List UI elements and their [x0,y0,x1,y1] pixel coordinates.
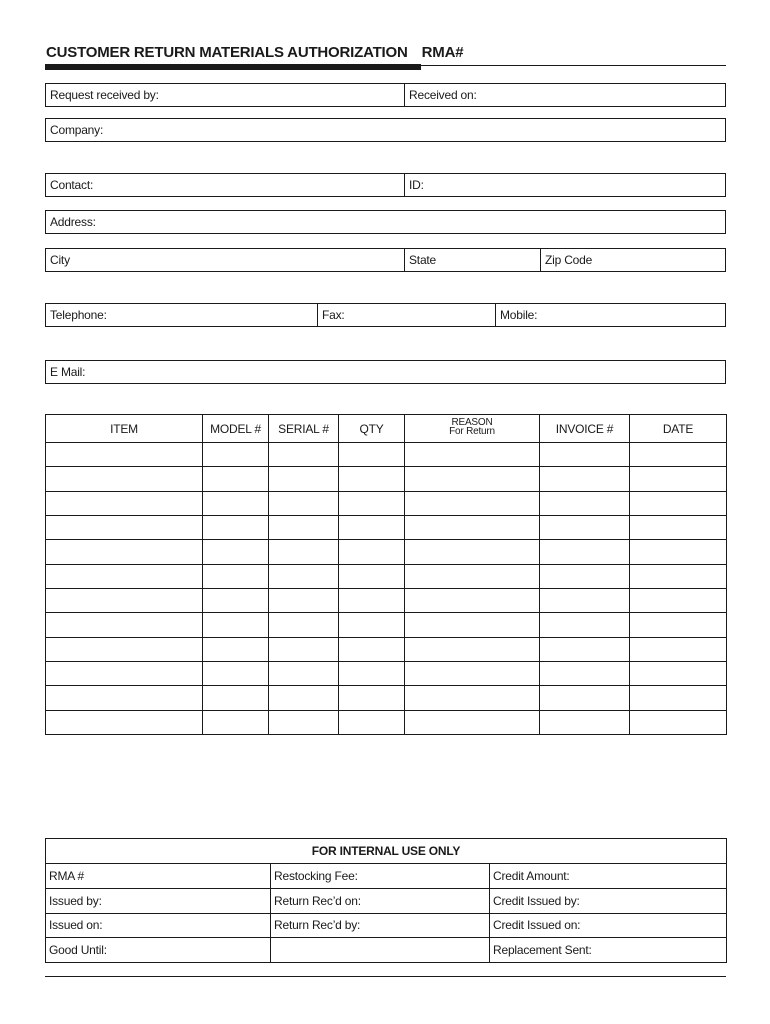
divider [495,304,496,326]
cell-reason[interactable] [405,588,540,612]
cell-reason[interactable] [405,540,540,564]
cell-model[interactable] [203,443,269,467]
cell-reason[interactable] [405,515,540,539]
internal-field[interactable] [271,938,490,963]
table-row [46,710,727,734]
cell-date[interactable] [630,710,727,734]
internal-field[interactable]: Credit Amount: [490,864,727,889]
divider [404,174,405,196]
cell-date[interactable] [630,491,727,515]
cell-reason[interactable] [405,613,540,637]
column-header-invoice: INVOICE # [540,415,630,443]
cell-serial[interactable] [269,686,339,710]
id-field[interactable]: ID: [409,178,424,192]
internal-row [46,913,727,938]
cell-serial[interactable] [269,540,339,564]
cell-item[interactable] [46,613,203,637]
cell-date[interactable] [630,588,727,612]
cell-qty[interactable] [339,637,405,661]
cell-item[interactable] [46,637,203,661]
table-row [46,467,727,491]
cell-serial[interactable] [269,443,339,467]
cell-invoice[interactable] [540,710,630,734]
title-underline-thin [421,65,726,66]
received-on-field[interactable]: Received on: [409,88,477,102]
form-title-text: CUSTOMER RETURN MATERIALS AUTHORIZATION [46,44,408,61]
cell-serial[interactable] [269,613,339,637]
column-header-model: MODEL # [203,415,269,443]
city-row [45,248,726,272]
cell-date[interactable] [630,661,727,685]
cell-reason[interactable] [405,467,540,491]
cell-model[interactable] [203,540,269,564]
internal-use-title: FOR INTERNAL USE ONLY [46,839,727,864]
column-header-item: ITEM [46,415,203,443]
cell-reason[interactable] [405,491,540,515]
cell-invoice[interactable] [540,686,630,710]
cell-qty[interactable] [339,564,405,588]
zip-code-field[interactable]: Zip Code [545,253,593,267]
cell-invoice[interactable] [540,467,630,491]
items-table-body [46,443,727,735]
internal-field[interactable]: Credit Issued by: [490,888,727,913]
company-field[interactable]: Company: [50,123,104,137]
address-row [45,210,726,234]
internal-field[interactable]: Replacement Sent: [490,938,727,963]
cell-invoice[interactable] [540,637,630,661]
address-field[interactable]: Address: [50,215,96,229]
cell-reason[interactable] [405,686,540,710]
column-header-qty: QTY [339,415,405,443]
table-row [46,686,727,710]
cell-item[interactable] [46,686,203,710]
cell-item[interactable] [46,661,203,685]
cell-serial[interactable] [269,467,339,491]
internal-row [46,864,727,889]
state-field[interactable]: State [409,253,437,267]
divider [540,249,541,271]
internal-use-table [45,838,727,963]
reason-line-2: For Return [449,426,495,437]
cell-model[interactable] [203,686,269,710]
reason-line-1: REASON [451,417,493,428]
cell-model[interactable] [203,613,269,637]
cell-model[interactable] [203,491,269,515]
mobile-field[interactable]: Mobile: [500,308,538,322]
title-underline-thick [45,64,421,70]
cell-invoice[interactable] [540,661,630,685]
cell-model[interactable] [203,710,269,734]
cell-qty[interactable] [339,515,405,539]
cell-qty[interactable] [339,491,405,515]
bottom-rule [45,976,726,977]
cell-invoice[interactable] [540,564,630,588]
divider [317,304,318,326]
cell-serial[interactable] [269,710,339,734]
column-header-reason [405,415,540,443]
table-row [46,564,727,588]
cell-invoice[interactable] [540,613,630,637]
return-items-table [45,414,727,735]
table-row [46,515,727,539]
cell-model[interactable] [203,637,269,661]
internal-field[interactable]: Good Until: [46,938,271,963]
cell-serial[interactable] [269,637,339,661]
cell-date[interactable] [630,467,727,491]
cell-qty[interactable] [339,443,405,467]
internal-header-row [46,839,727,864]
cell-serial[interactable] [269,491,339,515]
internal-field[interactable]: Return Rec’d on: [271,888,490,913]
cell-item[interactable] [46,467,203,491]
table-row [46,540,727,564]
cell-date[interactable] [630,443,727,467]
cell-invoice[interactable] [540,491,630,515]
table-row [46,613,727,637]
divider [404,249,405,271]
cell-serial[interactable] [269,564,339,588]
cell-date[interactable] [630,637,727,661]
internal-field[interactable]: Return Rec’d by: [271,913,490,938]
cell-reason[interactable] [405,564,540,588]
cell-reason[interactable] [405,443,540,467]
phone-row [45,303,726,327]
table-row [46,588,727,612]
internal-field[interactable]: Issued on: [46,913,271,938]
column-header-date: DATE [630,415,727,443]
cell-model[interactable] [203,515,269,539]
city-field[interactable]: City [50,253,70,267]
internal-field[interactable]: Credit Issued on: [490,913,727,938]
cell-reason[interactable] [405,710,540,734]
cell-date[interactable] [630,564,727,588]
cell-item[interactable] [46,588,203,612]
cell-item[interactable] [46,540,203,564]
table-row [46,637,727,661]
cell-item[interactable] [46,515,203,539]
cell-serial[interactable] [269,515,339,539]
table-row [46,661,727,685]
cell-model[interactable] [203,661,269,685]
cell-date[interactable] [630,613,727,637]
table-row [46,443,727,467]
email-row [45,360,726,384]
column-header-serial: SERIAL # [269,415,339,443]
cell-qty[interactable] [339,540,405,564]
cell-invoice[interactable] [540,443,630,467]
cell-qty[interactable] [339,613,405,637]
email-field[interactable]: E Mail: [50,365,86,379]
rma-number-label: RMA# [421,44,464,61]
cell-qty[interactable] [339,588,405,612]
table-header-row [46,415,727,443]
cell-item[interactable] [46,710,203,734]
request-received-by-field[interactable]: Request received by: [50,88,159,102]
contact-row [45,173,726,197]
internal-table-body [46,864,727,963]
cell-invoice[interactable] [540,588,630,612]
internal-field[interactable]: RMA # [46,864,271,889]
request-row [45,83,726,107]
cell-model[interactable] [203,564,269,588]
cell-reason[interactable] [405,637,540,661]
cell-reason[interactable] [405,661,540,685]
cell-model[interactable] [203,588,269,612]
cell-model[interactable] [203,467,269,491]
cell-serial[interactable] [269,588,339,612]
cell-qty[interactable] [339,686,405,710]
cell-date[interactable] [630,515,727,539]
telephone-field[interactable]: Telephone: [50,308,107,322]
cell-qty[interactable] [339,467,405,491]
cell-invoice[interactable] [540,540,630,564]
cell-date[interactable] [630,540,727,564]
internal-field[interactable]: Issued by: [46,888,271,913]
cell-serial[interactable] [269,661,339,685]
form-title [46,44,463,61]
internal-row [46,888,727,913]
cell-qty[interactable] [339,661,405,685]
cell-qty[interactable] [339,710,405,734]
company-row [45,118,726,142]
internal-row [46,938,727,963]
fax-field[interactable]: Fax: [322,308,345,322]
table-row [46,491,727,515]
contact-field[interactable]: Contact: [50,178,94,192]
cell-invoice[interactable] [540,515,630,539]
cell-item[interactable] [46,443,203,467]
internal-field[interactable]: Restocking Fee: [271,864,490,889]
cell-date[interactable] [630,686,727,710]
divider [404,84,405,106]
cell-item[interactable] [46,564,203,588]
cell-item[interactable] [46,491,203,515]
